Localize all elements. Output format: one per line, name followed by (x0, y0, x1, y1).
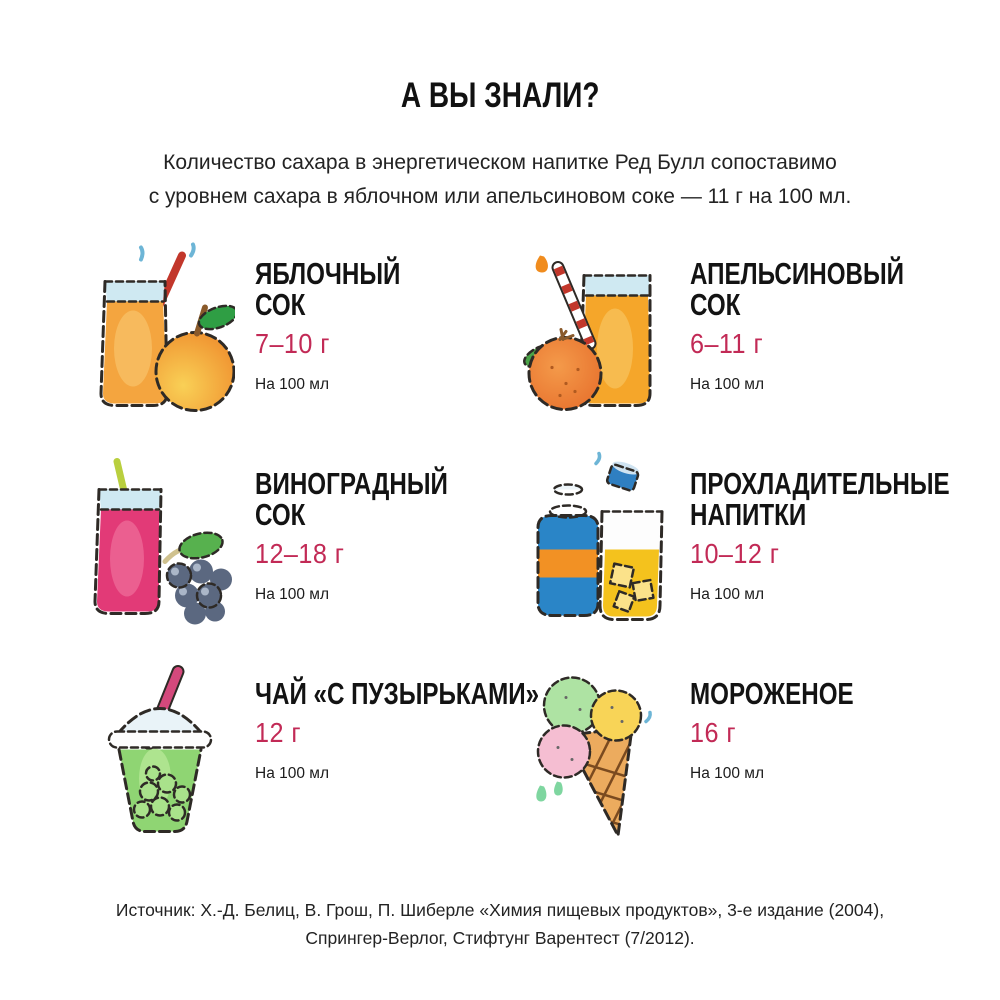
per-100ml-label: На 100 мл (255, 586, 329, 603)
item-title: ЯБЛОЧНЫЙ СОК (255, 256, 401, 322)
item-title: ЧАЙ «С ПУЗЫРЬКАМИ» (255, 676, 540, 711)
sugar-value: 6–11 г (690, 328, 764, 359)
apple-juice-illustration (85, 240, 235, 425)
source-line-1: Источник: Х.-Д. Белиц, В. Грош, П. Шиберле «Химия пищевых продуктов», 3-е издание (2004), (115, 900, 885, 920)
source-line-2: Спрингер-Верлог, Стифтунг Варентест (7/2012). (305, 928, 695, 948)
ice-cream-cone-icon (520, 660, 670, 845)
item-title: МОРОЖЕНОЕ (690, 676, 854, 711)
page-title: А ВЫ ЗНАЛИ? (400, 76, 600, 115)
per-100ml-label: На 100 мл (690, 376, 764, 393)
sugar-value: 7–10 г (255, 328, 330, 359)
sugar-value: 16 г (690, 717, 737, 748)
grape-juice-glass-icon (85, 450, 235, 635)
item-title: ПРОХЛАДИТЕЛЬНЫЕ НАПИТКИ (690, 466, 950, 532)
sugar-value: 10–12 г (690, 538, 780, 569)
item-title: ВИНОГРАДНЫЙ СОК (255, 466, 448, 532)
card-soft-drinks (520, 450, 1000, 655)
source-citation (0, 896, 1000, 952)
sugar-value: 12–18 г (255, 538, 345, 569)
ice-cream-illustration (520, 660, 670, 845)
orange-juice-glass-icon (520, 240, 670, 425)
per-100ml-label: На 100 мл (690, 586, 764, 603)
grape-juice-illustration (85, 450, 235, 635)
apple-juice-glass-icon (85, 240, 235, 425)
card-grape-juice (85, 450, 520, 655)
sugar-value: 12 г (255, 717, 302, 748)
card-ice-cream (520, 660, 1000, 865)
bubble-tea-illustration (85, 660, 235, 845)
card-orange-juice (520, 240, 1000, 445)
soft-drinks-illustration (520, 450, 670, 635)
orange-juice-illustration (520, 240, 670, 425)
intro-line-2: с уровнем сахара в яблочном или апельсиновом соке — 11 г на 100 мл. (148, 185, 852, 209)
per-100ml-label: На 100 мл (255, 765, 329, 782)
intro-text (0, 146, 1000, 214)
per-100ml-label: На 100 мл (690, 765, 764, 782)
soda-bottle-glass-icon (520, 450, 670, 635)
per-100ml-label: На 100 мл (255, 376, 329, 393)
card-apple-juice (85, 240, 520, 445)
intro-line-1: Количество сахара в энергетическом напитке Ред Булл сопоставимо (163, 151, 837, 174)
items-grid (85, 240, 950, 865)
item-title: АПЕЛЬСИНОВЫЙ СОК (690, 256, 905, 322)
card-bubble-tea (85, 660, 540, 865)
bubble-tea-cup-icon (85, 660, 235, 845)
